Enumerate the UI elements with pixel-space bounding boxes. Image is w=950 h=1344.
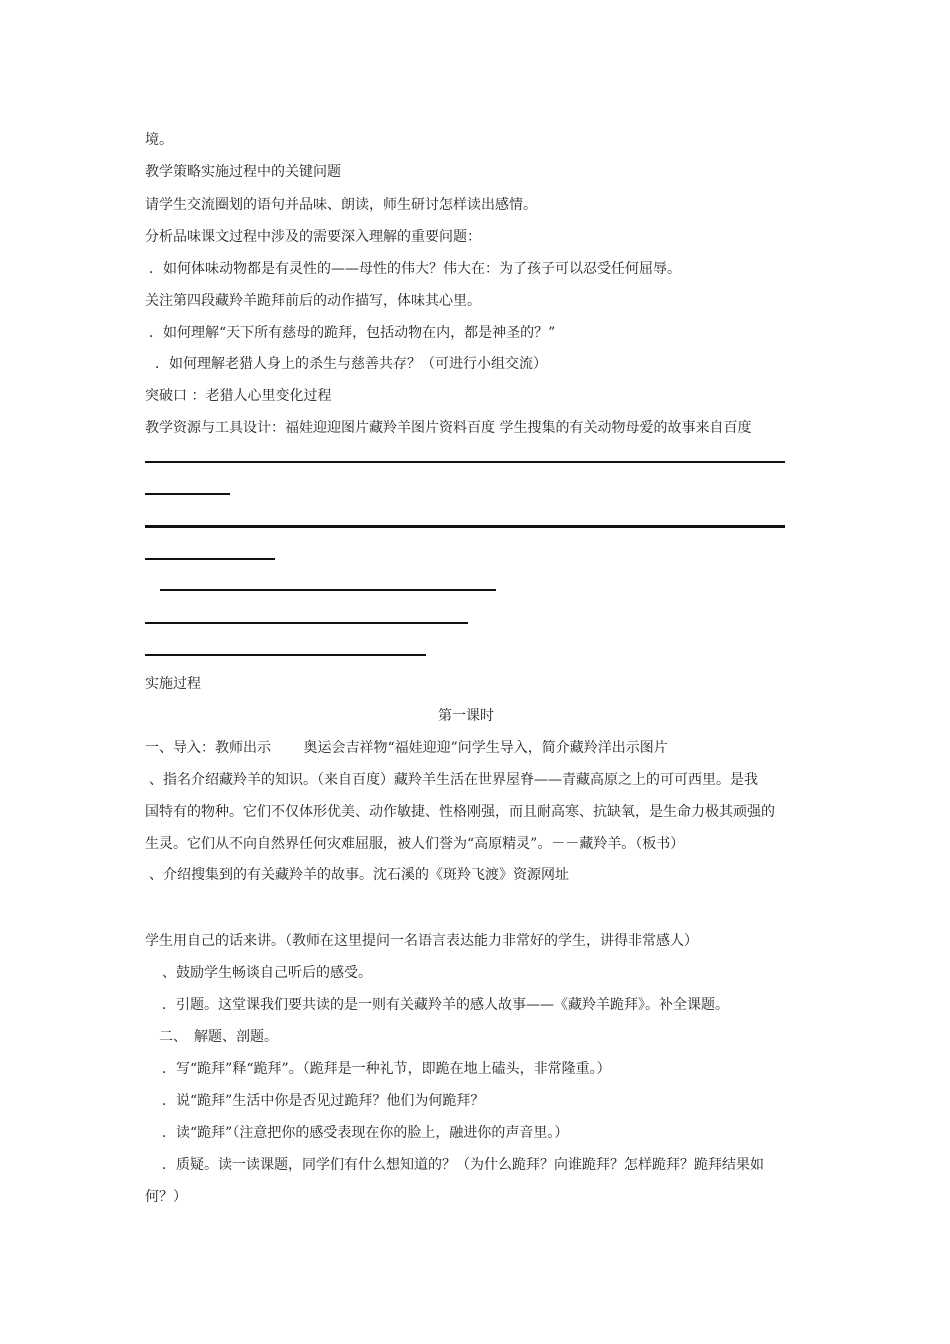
blank-underline — [145, 654, 426, 656]
text-line: ．如何理解老猎人身上的杀生与慈善共存？（可进行小组交流） — [155, 356, 547, 372]
text-line: 境。 — [145, 132, 173, 148]
blank-underline — [145, 622, 468, 624]
text-line: ．引题。这堂课我们要共读的是一则有关藏羚羊的感人故事——《藏羚羊跪拜》。补全课题。 — [162, 997, 729, 1013]
text-line: 、鼓励学生畅谈自己听后的感受。 — [162, 965, 372, 981]
text-line: 分析品味课文过程中涉及的需要深入理解的重要问题： — [145, 229, 481, 245]
text-line: 一、导入：教师出示 奥运会吉祥物“福娃迎迎”问学生导入，简介藏羚洋出示图片 — [145, 740, 668, 756]
text-line: ．如何理解“天下所有慈母的跪拜，包括动物在内，都是神圣的？” — [149, 325, 556, 341]
text-line: 、指名介绍藏羚羊的知识。（来自百度）藏羚羊生活在世界屋脊——青藏高原之上的可可西里。是我 — [149, 772, 758, 788]
blank-underline — [160, 589, 496, 591]
blank-underline — [145, 558, 275, 560]
text-line: 生灵。它们从不向自然界任何灾难屈服，被人们誉为“高原精灵”。－－藏羚羊。（板书） — [145, 836, 685, 852]
text-line: 国特有的物种。它们不仅体形优美、动作敏捷、性格刚强，而且耐高寒、抗缺氧，是生命力极其顽强的 — [145, 804, 775, 820]
text-line: 何？） — [145, 1189, 187, 1205]
blank-underline — [145, 525, 785, 528]
text-line: 关注第四段藏羚羊跪拜前后的动作描写，体味其心里。 — [145, 293, 481, 309]
blank-underline — [145, 461, 785, 463]
text-line: 教学策略实施过程中的关键问题 — [145, 164, 341, 180]
blank-underline — [145, 493, 230, 495]
section-heading: 实施过程 — [145, 676, 201, 692]
text-line: 请学生交流圈划的语句并品味、朗读，师生研讨怎样读出感情。 — [145, 197, 537, 213]
section-heading: 二、 解题、剖题。 — [159, 1029, 278, 1045]
text-line: ．读“跪拜”（注意把你的感受表现在你的脸上，融进你的声音里。） — [162, 1125, 569, 1141]
text-line: 、介绍搜集到的有关藏羚羊的故事。沈石溪的《斑羚飞渡》资源网址 — [149, 867, 569, 883]
text-line: ．写“跪拜”释“跪拜”。（跪拜是一种礼节，即跪在地上磕头，非常隆重。） — [162, 1061, 611, 1077]
text-line: 突破口 ：老猎人心里变化过程 — [145, 388, 332, 404]
text-line: 教学资源与工具设计：福娃迎迎图片藏羚羊图片资料百度 学生搜集的有关动物母爱的故事来自百度 — [145, 420, 752, 436]
text-line: 学生用自己的话来讲。（教师在这里提问一名语言表达能力非常好的学生，讲得非常感人） — [145, 933, 698, 949]
text-line: ．质疑。读一读课题，同学们有什么想知道的？（为什么跪拜？向谁跪拜？怎样跪拜？跪拜结果如 — [162, 1157, 764, 1173]
text-line: ．说“跪拜”生活中你是否见过跪拜？他们为何跪拜？ — [162, 1093, 485, 1109]
text-line: ．如何体味动物都是有灵性的——母性的伟大？伟大在：为了孩子可以忍受任何屈辱。 — [149, 261, 681, 277]
lesson-title: 第一课时 — [438, 708, 494, 724]
